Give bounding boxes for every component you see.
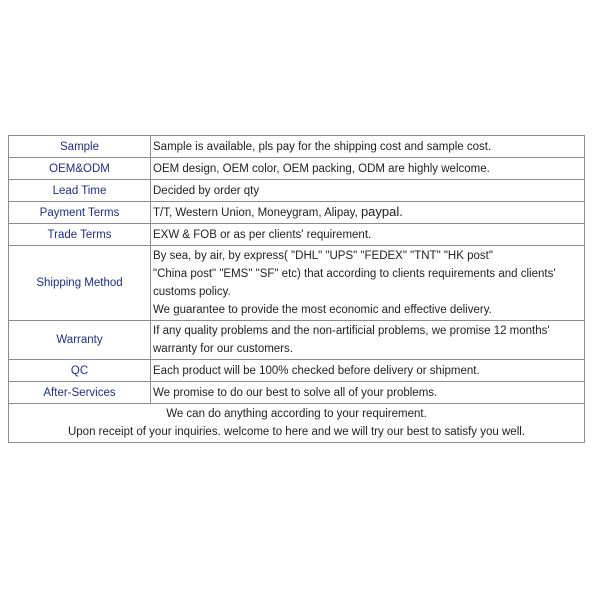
table-row-qc: [9, 360, 585, 382]
row-value: Each product will be 100% checked before delivery or shipment.: [151, 360, 585, 382]
table-row-trade-terms: [9, 224, 585, 246]
row-label: OEM&ODM: [9, 158, 151, 180]
table-row-lead-time: [9, 180, 585, 202]
warranty-line: If any quality problems and the non-artificial problems, we promise 12 months': [153, 325, 550, 337]
warranty-line: warranty for our customers.: [153, 343, 293, 355]
row-value: [151, 202, 585, 224]
row-value: Sample is available, pls pay for the shipping cost and sample cost.: [151, 136, 585, 158]
paypal-text: paypal.: [360, 204, 403, 219]
shipping-line: By sea, by air, by express( "DHL" "UPS" "FEDEX" "TNT" "HK post": [153, 250, 493, 262]
row-label: Payment Terms: [9, 202, 151, 224]
row-value: Decided by order qty: [151, 180, 585, 202]
row-value: [151, 246, 585, 321]
row-label: After-Services: [9, 382, 151, 404]
table-row-warranty: [9, 321, 585, 360]
row-label: Trade Terms: [9, 224, 151, 246]
row-label: Shipping Method: [9, 246, 151, 321]
table-row-sample: [9, 136, 585, 158]
row-value: OEM design, OEM color, OEM packing, ODM are highly welcome.: [151, 158, 585, 180]
shipping-line: "China post" "EMS" "SF" etc) that according to clients requirements and clients': [153, 268, 556, 280]
table-row-payment-terms: [9, 202, 585, 224]
product-info-table: [8, 135, 585, 443]
row-label: Warranty: [9, 321, 151, 360]
row-label: Lead Time: [9, 180, 151, 202]
table-row-shipping-method: [9, 246, 585, 321]
table-row-footer: [9, 404, 585, 443]
row-label: Sample: [9, 136, 151, 158]
row-value: We promise to do our best to solve all of your problems.: [151, 382, 585, 404]
shipping-line: customs policy.: [153, 286, 231, 298]
row-value: EXW & FOB or as per clients' requirement.: [151, 224, 585, 246]
row-value: [151, 321, 585, 360]
table-row-after-services: [9, 382, 585, 404]
footer-line-2: Upon receipt of your inquiries. welcome to here and we will try our best to satisfy you well.: [67, 426, 525, 438]
payment-methods-text: T/T, Western Union, Moneygram, Alipay,: [153, 207, 358, 219]
table-row-oem-odm: [9, 158, 585, 180]
shipping-line: We guarantee to provide the most economic and effective delivery.: [153, 304, 492, 316]
footer-line-1: We can do anything according to your requirement.: [166, 408, 427, 420]
row-label: QC: [9, 360, 151, 382]
footer-cell: [9, 404, 585, 443]
